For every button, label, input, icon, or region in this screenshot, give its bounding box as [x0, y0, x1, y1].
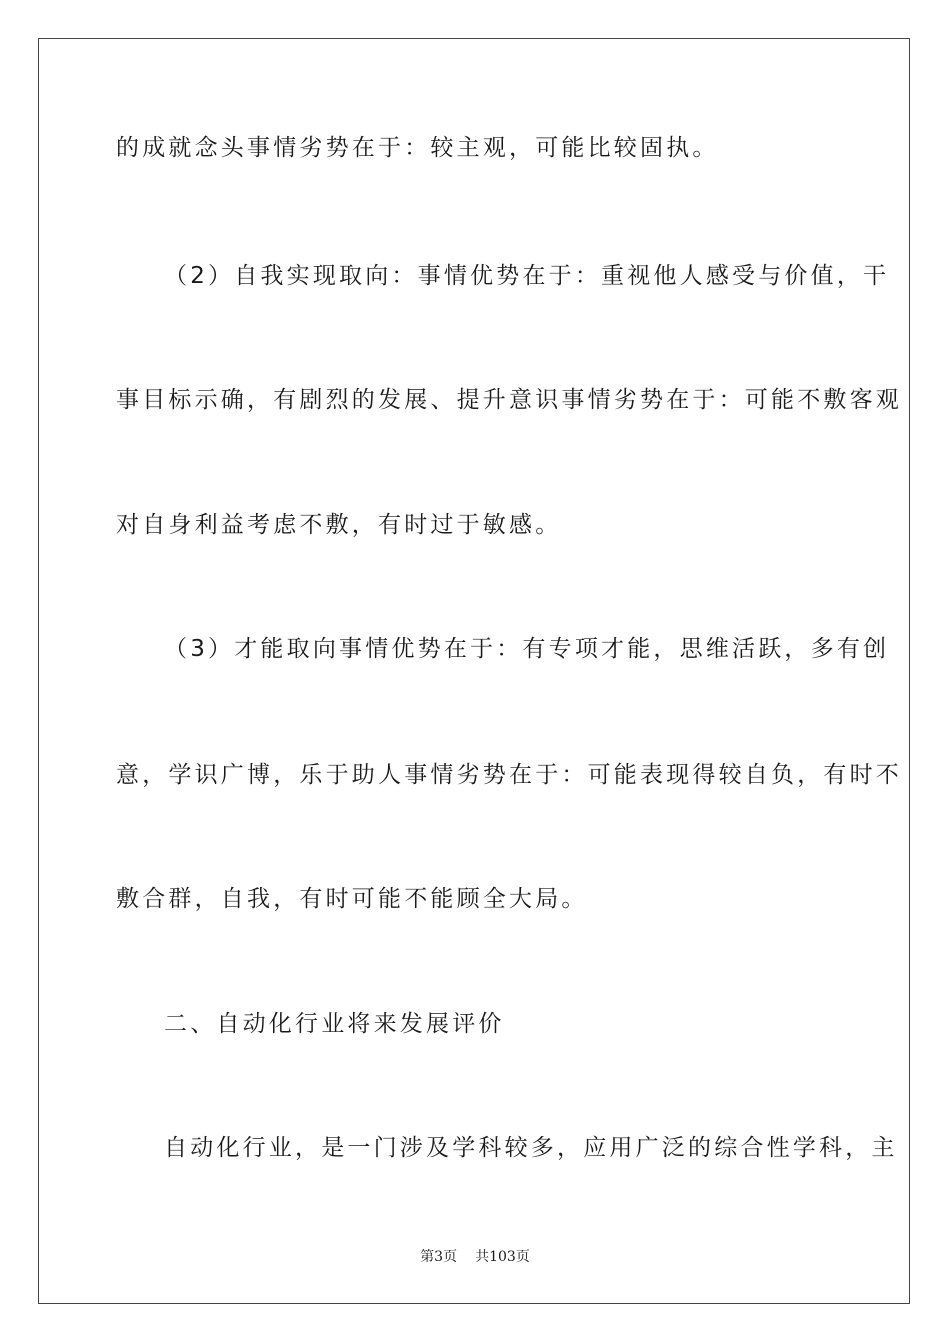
page-footer: [0, 1248, 950, 1266]
body-line-3: 事目标示确，有剧烈的发展、提升意识事情劣势在于：可能不敷客观: [116, 387, 902, 413]
body-line-7: 敷合群，自我，有时可能不能顾全大局。: [116, 886, 588, 912]
body-line-1: 的成就念头事情劣势在于：较主观，可能比较固执。: [116, 135, 719, 161]
page-number: 第3页: [420, 1249, 458, 1265]
page-total: 共103页: [475, 1249, 530, 1265]
body-line-5: （3）才能取向事情优势在于：有专项才能，思维活跃，多有创: [164, 636, 890, 662]
page-frame: [38, 38, 910, 1304]
body-line-6: 意，学识广博，乐于助人事情劣势在于：可能表现得较自负，有时不: [116, 762, 902, 788]
body-line-2: （2）自我实现取向：事情优势在于：重视他人感受与价值，干: [164, 263, 890, 289]
body-line-8: 自动化行业，是一门涉及学科较多，应用广泛的综合性学科，主: [164, 1135, 898, 1161]
body-line-4: 对自身利益考虑不敷，有时过于敏感。: [116, 512, 562, 538]
section-heading: 二、自动化行业将来发展评价: [164, 1011, 505, 1037]
